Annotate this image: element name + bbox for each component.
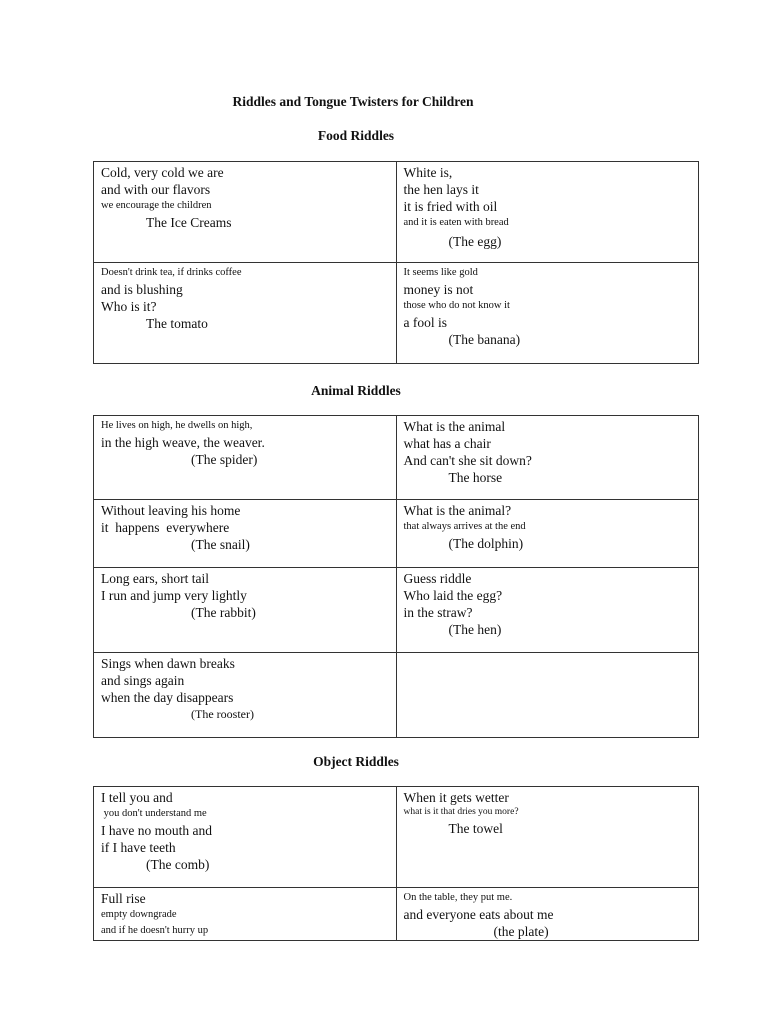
riddle-answer: (The comb) (146, 857, 210, 872)
riddle-line: when the day disappears (101, 690, 234, 705)
riddle-line: I have no mouth and (101, 823, 212, 838)
riddle-answer: The tomato (146, 316, 208, 331)
riddle-answer: (the plate) (493, 924, 549, 939)
riddle-line: Who is it? (101, 299, 157, 314)
riddle-answer: (The snail) (191, 537, 250, 552)
riddle-line: it happens everywhere (101, 520, 230, 535)
riddle-cell-plate (396, 888, 699, 941)
riddle-line: and sings again (101, 673, 185, 688)
riddle-answer: (The hen) (448, 622, 502, 637)
riddle-answer: The Ice Creams (146, 215, 232, 230)
riddle-answer: (The egg) (448, 234, 502, 249)
riddle-line: Doesn't drink tea, if drinks coffee (101, 267, 242, 278)
riddle-line: in the high weave, the weaver. (101, 435, 265, 450)
riddle-line: White is, (403, 165, 453, 180)
riddle-cell-comb (94, 787, 397, 888)
page-title: Riddles and Tongue Twisters for Children (232, 94, 474, 109)
animal-riddles-table (93, 415, 699, 738)
riddle-line: we encourage the children (101, 200, 212, 211)
section-title-object: Object Riddles (313, 754, 399, 769)
riddle-line: empty downgrade (101, 909, 177, 920)
riddle-line: And can't she sit down? (403, 453, 532, 468)
riddle-line: Guess riddle (403, 571, 472, 586)
riddle-line: what has a chair (403, 436, 491, 451)
riddle-line: Long ears, short tail (101, 571, 209, 586)
riddle-cell-rooster (94, 653, 397, 738)
riddle-answer: (The banana) (448, 332, 521, 347)
riddle-line: and everyone eats about me (403, 907, 554, 922)
riddle-answer: The horse (448, 470, 503, 485)
riddle-cell-banana (396, 263, 699, 364)
riddle-line: and with our flavors (101, 182, 211, 197)
riddle-cell-dolphin (396, 500, 699, 568)
riddle-cell-unanswered (94, 888, 397, 941)
riddle-line: When it gets wetter (403, 790, 509, 805)
food-riddles-table (93, 161, 699, 364)
riddle-cell-rabbit (94, 568, 397, 653)
riddle-line: I run and jump very lightly (101, 588, 247, 603)
riddle-cell-egg (396, 162, 699, 263)
riddle-answer: (The spider) (191, 452, 258, 467)
riddle-line: what is it that dries you more? (403, 807, 519, 817)
riddle-line: it is fried with oil (403, 199, 498, 214)
riddle-answer: (The rooster) (191, 707, 254, 721)
riddle-line: in the straw? (403, 605, 473, 620)
section-title-food: Food Riddles (317, 128, 395, 143)
riddle-line: It seems like gold (403, 267, 478, 278)
riddle-line: that always arrives at the end (403, 521, 526, 532)
riddle-line: a fool is (403, 315, 447, 330)
riddle-line: if I have teeth (101, 840, 176, 855)
riddle-line: On the table, they put me. (403, 892, 513, 903)
riddle-line: money is not (403, 282, 474, 297)
riddle-answer: (The dolphin) (448, 536, 524, 551)
riddle-line: and is blushing (101, 282, 183, 297)
riddle-line: and it is eaten with bread (403, 217, 509, 228)
section-title-animal: Animal Riddles (311, 383, 401, 398)
riddle-line: What is the animal (403, 419, 506, 434)
riddle-line: the hen lays it (403, 182, 479, 197)
riddle-cell-towel (396, 787, 699, 888)
riddle-cell-horse (396, 416, 699, 500)
riddle-cell-hen (396, 568, 699, 653)
riddle-line: those who do not know it (403, 300, 510, 311)
riddle-line: Without leaving his home (101, 503, 241, 518)
riddle-line: Cold, very cold we are (101, 165, 224, 180)
riddle-cell-empty (396, 653, 699, 738)
riddle-answer: (The rabbit) (191, 605, 256, 620)
riddle-line: Full rise (101, 891, 146, 906)
riddle-line: I tell you and (101, 790, 173, 805)
riddle-line: What is the animal? (403, 503, 512, 518)
riddle-line: He lives on high, he dwells on high, (101, 420, 253, 431)
object-riddles-table (93, 786, 699, 941)
riddle-answer: The towel (448, 821, 503, 836)
riddle-cell-ice-cream (94, 162, 397, 263)
riddle-line: and if he doesn't hurry up (101, 925, 209, 936)
riddle-cell-snail (94, 500, 397, 568)
riddle-line: you don't understand me (101, 808, 207, 819)
riddle-cell-tomato (94, 263, 397, 364)
riddle-line: Who laid the egg? (403, 588, 503, 603)
riddle-cell-spider (94, 416, 397, 500)
riddle-line: Sings when dawn breaks (101, 656, 235, 671)
